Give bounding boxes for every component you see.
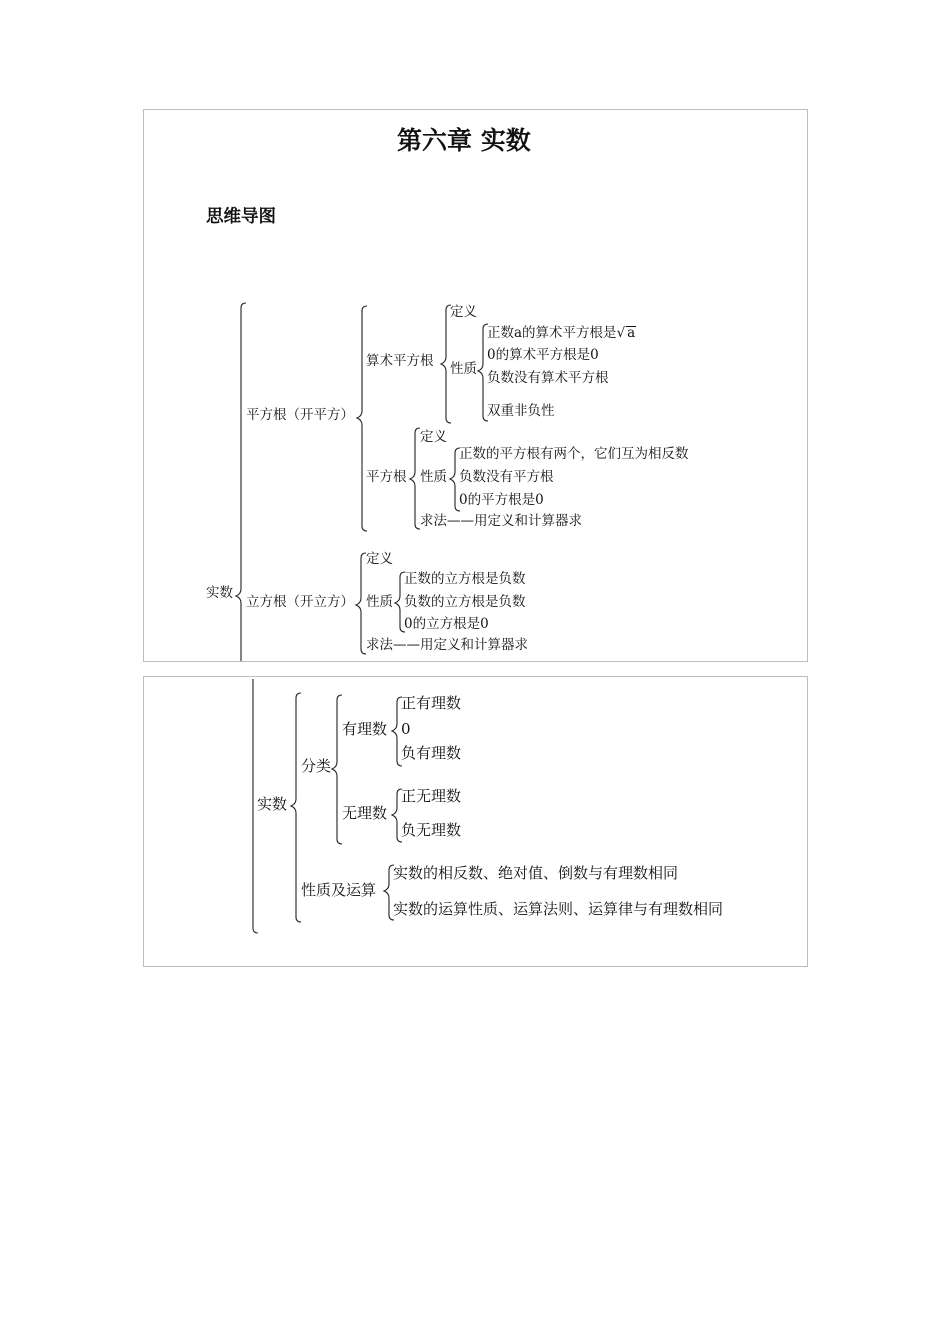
node-arith-property: 性质 — [450, 361, 477, 377]
node-irrational: 无理数 — [342, 804, 388, 822]
sqrt-argument: a — [627, 325, 636, 341]
bracket-root — [236, 303, 246, 661]
mind-map-panel-2 — [143, 676, 808, 967]
bracket-classification — [332, 695, 342, 844]
cube-property-1: 正数的立方根是负数 — [404, 571, 526, 587]
node-cube-definition: 定义 — [366, 551, 393, 567]
node-cube-root: 立方根（开立方） — [246, 594, 354, 610]
arith-property-2: 0的算术平方根是0 — [487, 347, 599, 363]
page-title: 第六章 实数 — [397, 126, 531, 155]
node-plain-method: 求法——用定义和计算器求 — [420, 513, 582, 529]
arith-property-1: 正数a的算术平方根是√ a — [487, 325, 636, 341]
node-cube-property: 性质 — [366, 594, 393, 610]
node-arith-definition: 定义 — [450, 304, 477, 320]
node-classification: 分类 — [301, 757, 332, 775]
plain-property-1: 正数的平方根有两个，它们互为相反数 — [459, 446, 689, 462]
arith-property-4: 双重非负性 — [487, 403, 555, 419]
rational-item-1: 正有理数 — [401, 694, 462, 712]
bracket-cube-root — [356, 553, 366, 654]
node-plain-property: 性质 — [420, 469, 447, 485]
node-arithmetic-square-root: 算术平方根 — [366, 353, 434, 369]
node-root-real-number-2: 实数 — [257, 795, 288, 813]
mind-map-2-brackets — [144, 677, 807, 966]
irrational-item-2: 负无理数 — [401, 821, 462, 839]
node-root-real-number: 实数 — [206, 585, 233, 601]
rational-item-3: 负有理数 — [401, 744, 462, 762]
mind-map-panel-1 — [143, 109, 808, 662]
node-plain-definition: 定义 — [420, 429, 447, 445]
cube-property-3: 0的立方根是0 — [404, 616, 489, 632]
plain-property-3: 0的平方根是0 — [459, 492, 544, 508]
cube-property-2: 负数的立方根是负数 — [404, 594, 526, 610]
bracket-root-2 — [291, 693, 301, 922]
section-heading: 思维导图 — [206, 207, 276, 227]
bracket-square-root — [357, 306, 367, 531]
node-cube-method: 求法——用定义和计算器求 — [366, 637, 528, 653]
node-plain-square-root: 平方根 — [366, 469, 407, 485]
irrational-item-1: 正无理数 — [401, 787, 462, 805]
properties-item-1: 实数的相反数、绝对值、倒数与有理数相同 — [393, 864, 679, 882]
node-rational: 有理数 — [342, 720, 388, 738]
rational-item-2: 0 — [401, 720, 411, 738]
sqrt-symbol: √ — [616, 325, 626, 341]
node-properties: 性质及运算 — [301, 881, 377, 899]
properties-item-2: 实数的运算性质、运算法则、运算律与有理数相同 — [393, 900, 724, 918]
plain-property-2: 负数没有平方根 — [459, 469, 554, 485]
bracket-plain — [410, 428, 420, 529]
arith-property-3: 负数没有算术平方根 — [487, 370, 609, 386]
node-square-root: 平方根（开平方） — [246, 407, 354, 423]
